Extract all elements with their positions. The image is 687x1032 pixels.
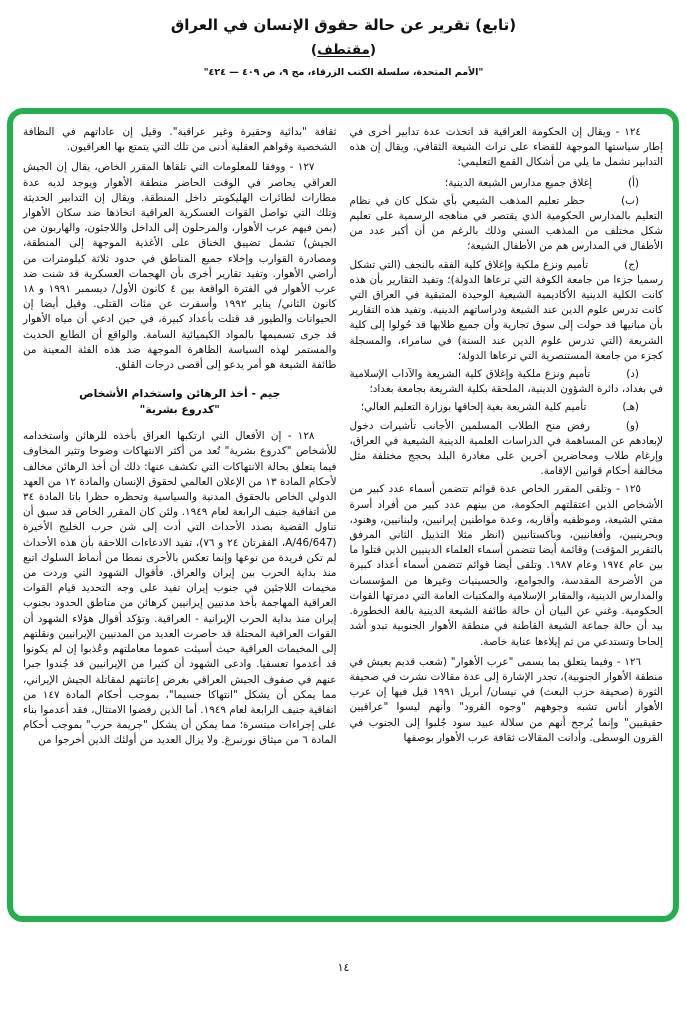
two-column-layout: [23, 125, 663, 905]
subtitle-open-paren: (: [369, 41, 377, 58]
document-subtitle: [0, 42, 687, 58]
subtitle-close-paren: ): [310, 41, 318, 58]
list-item-d: [350, 367, 664, 397]
list-item-j: [350, 258, 664, 364]
document-title: (تابع) تقرير عن حالة حقوق الإنسان في العراق: [170, 16, 517, 34]
list-item-a: [350, 176, 664, 191]
list-item-b: [350, 194, 664, 255]
list-marker: (هـ): [622, 401, 639, 414]
content-border-box: [7, 108, 679, 922]
paragraph-127: ١٢٧ - ووفقا للمعلومات التي تلقاها المقرر الخاص، يقال إن الجيش العراقي يحاصر في الوقت الحاضر منطقة الأهوار ويوجد لديه عدة مطارات لطائرات الهليكوبتر داخل المنطقة. ويقال إن التدابير الحديثة وتلك التي تواصل القوات العسكرية العراقية اتخاذها ضد سكان الأهوار (بمن فيهم عرب الأهوار، والمرحلون إلى الداخل واللاجئون، والهاربون من الجيش) تشمل تضييق الخناق على الأغذية الموجهة إلى المنطقة، ومصادرة القوارب وإخلاء جميع المناطق في حدود ثلاثة كيلومترات من أراضي الأهوار. وتفيد تقارير أخرى بأن الهجمات العسكرية قد شنت ضد عرب الأهوار في الفترة الواقعة بين ٤ كانون الأول/ ديسمبر ١٩٩١ و ١٨ كانون الثاني/ يناير ١٩٩٢ وأسفرت عن مئات القتلى. وقيل أيضا إن الحيوانات والطيور قد قتلت بأعداد كبيرة، في حين ادعي أن مياه الأهوار قد جرى تسميمها بالمواد الكيميائية السامة. والواقع أن الطابع الحديث والمستمر لهذه السياسة الظاهرة الموجهة ضد هذه الفئة المعينة من طائفة الشيعة هو أمر يدعو إلى أقصى درجات القلق.: [23, 161, 337, 372]
paragraph-126: ١٢٦ - وفيما يتعلق بما يسمى "عرب الأهوار" (شعب قديم يعيش في منطقة الأهوار الجنوبية)، تجدر الإشارة إلى عدة مقالات نشرت في صحيفة الثورة (صحيفة حزب البعث) في نيسان/ أبريل ١٩٩١ قيل فيها إن عرب الأهوار أناس تشبه وجوههم "وجوه القرود" وأنهم ليسوا "عراقيين حقيقيين" وإنما يُرجح أنهم من سلالة عبيد سود جُلبوا إلى الجنوب في القرون الوسطى. وأدانت المقالات ثقافة عرب الأهوار بوصفها: [349, 655, 663, 744]
list-marker: (ج): [624, 258, 639, 271]
paragraph-128: ١٢٨ - إن الأفعال التي ارتكبها العراق بأخذه للرهائن واستخدامه للأشخاص "كدروع بشرية" تُعد من أكثر الانتهاكات وضوحا وتثير المخاوف فيما يتعلق بحالة الانتهاكات التي تكشف عنها: ذلك أن أخذ الرهائن مخالف لأحكام المادة ١٣ من الإعلان العالمي لحقوق الإنسان والمادة ١٢ من العهد الدولي الخاص بالحقوق المدنية والسياسية وتحظره حظرا باتا المادة ٣٤ من اتفاقية جنيف الرابعة لعام ١٩٤٩. ولئن كان المقرر الخاص قد سبق أن تناول القضية بصدد الأحداث التي أدت إلى شن حرب الخليج الأخيرة (A/46/647، الفقرتان ٢٤ و ٧٦)، تفيد الادعاءات اللاحقة بأن هذه الأحداث لم تكن فريدة من نوعها وإنما تعكس بالأحرى نمطا من أنماط السلوك اتبع منذ بداية الحرب بين إيران والعراق. فأقوال الشهود التي وردت من مخيمات اللاجئين في جنوب إيران تفيد على وجه التحديد قيام القوات العراقية المهاجمة بأخذ مدنيين إيرانيين كرهائن من مناطق الحدود بجنوب إيران منذ بداية الحرب الإيرانية - العراقية. وتؤكد أقوال هؤلاء الشهود أن القوات العراقية المحتلة قد حاصرت العديد من المدنيين الإيرانيين ونقلتهم إلى المخيمات العراقية حيث أسيئت عموما معاملتهم وعُذبوا إن لم يكونوا قد أعدموا تعسفيا. وادعى الشهود أن كثيرا من الإيرانيين قد جُندوا جبرا عنهم في صفوف الجيش العراقي بغرض إعانتهم لمقاتلة الجيش الإيراني، مما يمكن أن يشكل "انتهاكا جسيما"، بموجب أحكام المادة ١٤٧ من اتفاقية جنيف الرابعة لعام ١٩٤٩. أما الذين رفضوا الامتثال، فقد أعدموا بناء على إجراءات مبتسرة؛ مما يمكن أن يشكل "جريمة حرب" بموجب أحكام المادة ٦ من ميثاق نورنبرغ. ولا يزال العديد من أولئك الذين أخرجوا من: [23, 430, 337, 747]
section-heading-line1: جيم - أخذ الرهائن واستخدام الأشخاص: [79, 387, 281, 401]
list-marker: (و): [625, 419, 639, 432]
section-heading-jeem: [23, 386, 337, 418]
list-item-h: [350, 400, 664, 415]
list-marker: (ب): [621, 194, 639, 207]
list-marker: (أ): [628, 176, 639, 189]
subtitle-underlined-word: مقتطف: [317, 41, 370, 58]
list-item-text: تأميم ونزع ملكية وإغلاق كلية الشريعة والآداب الإسلامية في بغداد، دائرة الشؤون الدينية، الملحقة بكلية الشريعة بجامعة بغداد؛: [349, 368, 663, 396]
page-number: ١٤: [337, 961, 350, 974]
list-marker: (د): [626, 368, 639, 381]
document-header: [0, 0, 687, 78]
list-item-text: تأميم ونزع ملكية وإغلاق كلية الفقه بالنجف (التي تشكل رسميا جزءا من جامعة الكوفة التي ترعاها الدولة)؛ وتفيد التقارير بأن هذه كانت الكلية الدينية الأكاديمية الشيعية الوحيدة المتبقية في العراق التي كانت تدرس علوم الدين عند الشيعة ودراساتهم الدينية. وتفيد هذه التقارير بأن مبانيها قد حولت إلى سوق تجارية وأن جميع طلابها قد حُولوا إلى كلية الشريعة (التي تدرس علوم الدين عند السنة) في سامراء، والمسجلة كجزء من جامعة المستنصرية التي ترعاها الدولة؛: [349, 258, 663, 362]
section-heading-line2: "كدروع بشرية": [139, 403, 220, 417]
list-item-text: رفض منح الطلاب المسلمين الأجانب تأشيرات دخول لإبعادهم عن المساهمة في الدراسات العلمية الدينية الشيعية في العراق، وإرغام طلاب ومحاضرين آخرين على مغادرة البلد بحجج مختلفة مثل مخالفة أحكام قوانين الإقامة.: [349, 419, 663, 478]
list-item-text: تأميم كلية الشريعة بغية إلحاقها بوزارة التعليم العالي؛: [360, 401, 587, 414]
list-item-text: حظر تعليم المذهب الشيعي بأي شكل كان في نظام التعليم بالمدارس الحكومية الذي يقتصر في مناهجه الرسمية على تعليم شكل مختلف من المذهب السني وذلك بالرغم من أن أكبر عدد من الأطفال في المدارس هم من الأطفال الشيعة؛: [349, 194, 663, 253]
column-right: [350, 125, 664, 905]
paragraph-124: ١٢٤ - ويقال إن الحكومة العراقية قد اتخذت عدة تدابير أخرى في إطار سياستها الموجهة للقضاء على تراث الشيعة الثقافي. ويقال إن هذه التدابير تشمل ما يلي من أشكال القمع التعليمي:: [349, 126, 663, 169]
list-item-text: إغلاق جميع مدارس الشيعة الدينية؛: [444, 176, 592, 189]
paragraph-126-continuation: ثقافة "بدائية وحقيرة وغير عراقية". وقيل إن عاداتهم في النظافة الشخصية وقواهم العقلية أدنى من تلك التي يتمتع بها العراقيون.: [23, 126, 337, 154]
source-citation: "الأمم المتحدة، سلسلة الكتب الزرقاء، مج ٩، ص ٤٠٩ — ٤٢٤": [203, 66, 484, 78]
column-left: [23, 125, 337, 905]
paragraph-125: ١٢٥ - وتلقى المقرر الخاص عدة قوائم تتضمن أسماء عدد كبير من الأشخاص الذين اعتقلتهم الحكومة، من بينهم عدد كبير من أفراد أسرة مفتي الشيعة، وموظفيه وأقاربه، وعدة مواطنين إيرانيين، ولبنانيين، وهنود، وبحرينيين، وأفغانيين، وباكستانيين (انظر مثلا التذييل الثاني المرفق بالتقرير المؤقت) وقائمة أيضا تتضمن أسماء العلماء الدينيين الذين قتلوا ما بين عام ١٩٧٤ وعام ١٩٨٧. وتلقى أيضا قوائم تتضمن أسماء أعداد كبيرة من الأضرحة المقدسة، والجوامع، والحسينيات وغيرها من المؤسسات والمدارس الدينية، والمقابر الإسلامية والمكتبات العامة التي دمرتها القوات الحكومية. وغني عن البيان أن حالة طائفة الشيعة الدينية بالغة الخطورة. بيد أن حالة جماعة الشيعة القاطنة في منطقة الأهوار الجنوبية تبدو أشد إلحاحا وتستدعي من ثم إيلاءها عناية خاصة.: [349, 483, 663, 648]
list-item-w: [350, 419, 664, 480]
